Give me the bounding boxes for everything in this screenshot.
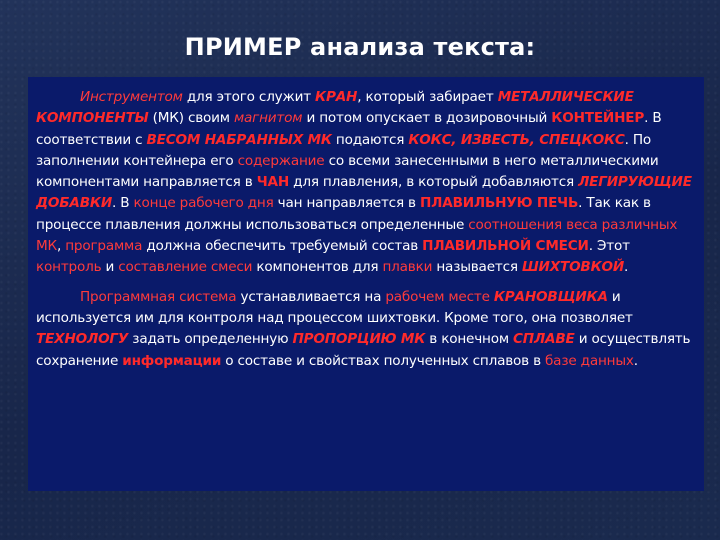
text-run: и используется им для контроля над процессом шихтовки. Кроме того, она позволяет (36, 288, 633, 326)
highlighted-term: КРАН (315, 89, 358, 105)
text-run: . В (112, 195, 134, 212)
highlighted-term: информации (122, 352, 222, 369)
paragraph-2 (36, 287, 696, 372)
text-run: и осуществлять сохранение (36, 331, 691, 369)
text-run: о составе и свойствах полученных сплавов в (221, 352, 545, 369)
highlighted-term: ЧАН (256, 174, 290, 191)
highlighted-term: ЛЕГИРУЮЩИЕ ДОБАВКИ (36, 174, 692, 212)
highlighted-term: составление смеси (118, 259, 253, 276)
highlighted-term: ТЕХНОЛОГУ (36, 331, 129, 348)
highlighted-term: содержание (237, 152, 325, 169)
text-run: называется (432, 259, 522, 276)
slide-title: ПРИМЕР анализа текста: (184, 33, 536, 61)
highlighted-term: базе данных (545, 352, 634, 369)
highlighted-term: СПЛАВЕ (513, 331, 575, 348)
text-run: . В соответствии с (36, 110, 662, 148)
highlighted-term: программа (65, 238, 143, 255)
text-run: для этого служит (182, 89, 316, 105)
text-run: и (101, 259, 119, 276)
text-run: , (56, 238, 66, 255)
highlighted-term: КОКС, ИЗВЕСТЬ, СПЕЦКОКС (408, 131, 625, 148)
highlighted-term: рабочем месте (385, 288, 490, 305)
text-run: (МК) своим (148, 110, 234, 127)
highlighted-term: магнитом (233, 110, 303, 127)
highlighted-term: ПРОПОРЦИЮ МК (292, 331, 426, 348)
text-run: задать определенную (128, 331, 293, 348)
highlighted-term: ПЛАВИЛЬНУЮ ПЕЧЬ (419, 195, 579, 212)
text-run: со всеми занесенными в него металлическими компонентами направляется в (36, 152, 659, 191)
highlighted-term: конце рабочего дня (133, 195, 274, 212)
text-run: . По заполнении контейнера его (36, 131, 652, 169)
highlighted-term: плавки (382, 259, 433, 276)
text-run: компонентов для (252, 259, 383, 276)
highlighted-term: КОНТЕЙНЕР (551, 110, 645, 127)
highlighted-term: ШИХТОВКОЙ (521, 259, 625, 276)
highlighted-term: соотношения веса различных МК (36, 216, 678, 255)
text-panel (28, 77, 704, 491)
text-run: и потом опускает в дозировочный (302, 110, 552, 127)
highlighted-term: ПЛАВИЛЬНОЙ СМЕСИ (422, 238, 589, 255)
text-run: . Так как в процессе плавления должны использоваться определенные (36, 195, 651, 233)
text-run: чан направляется в (273, 195, 420, 212)
highlighted-term: МЕТАЛЛИЧЕСКИЕ КОМПОНЕНТЫ (36, 89, 634, 127)
highlighted-term: контроль (36, 259, 102, 276)
text-run: подаются (331, 131, 409, 148)
text-run: . Этот (588, 238, 630, 255)
text-run: должна обеспечить требуемый состав (142, 238, 423, 255)
highlighted-term: Инструментом (80, 89, 183, 105)
highlighted-term: ВЕСОМ НАБРАННЫХ МК (146, 131, 332, 148)
text-run: устанавливается на (236, 288, 386, 305)
text-run: в конечном (425, 331, 514, 348)
highlighted-term: КРАНОВЩИКА (493, 288, 608, 305)
text-run: , который забирает (357, 89, 498, 105)
text-run: . (633, 352, 638, 369)
text-run: . (624, 259, 629, 276)
text-run: для плавления, в который добавляются (289, 174, 579, 191)
paragraph-1 (36, 87, 696, 279)
highlighted-term: Программная система (80, 288, 237, 305)
